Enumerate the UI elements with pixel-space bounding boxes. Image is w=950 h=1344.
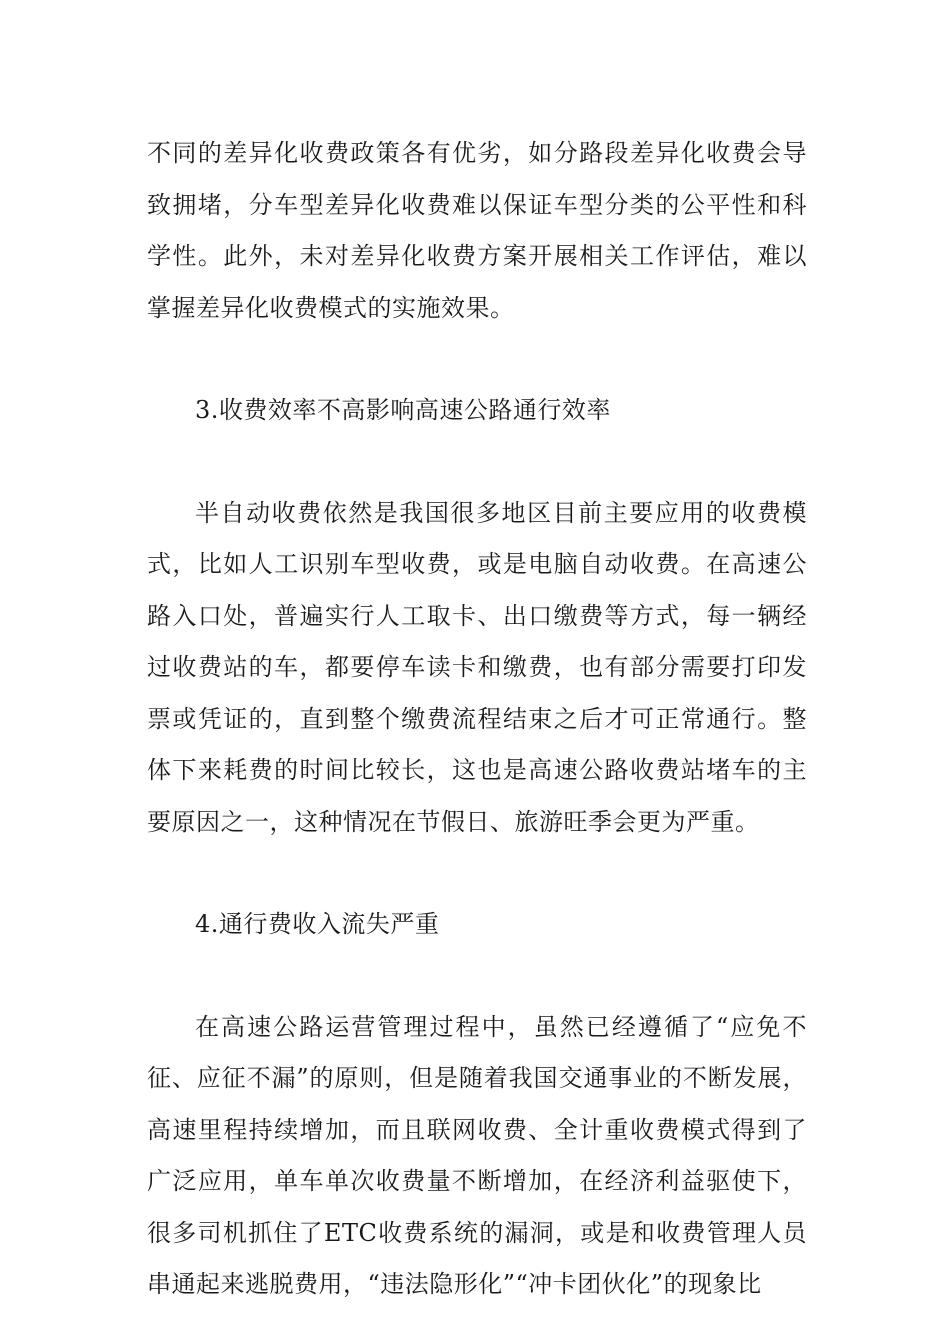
spacer — [147, 951, 807, 1002]
spacer — [147, 848, 807, 899]
paragraph-toll-efficiency: 半自动收费依然是我国很多地区目前主要应用的收费模式，比如人工识别车型收费，或是电脑自动收费。在高速公路入口处，普遍实行人工取卡、出口缴费等方式，每一辆经过收费站的车，都要停车读卡和缴费，也有部分需要打印发票或凭证的，直到整个缴费流程结束之后才可正常通行。整体下来耗费的时间比较长，这也是高速公路收费站堵车的主要原因之一，这种情况在节假日、旅游旺季会更为严重。 — [147, 498, 807, 836]
spacer — [147, 334, 807, 385]
document-page — [147, 128, 807, 1311]
paragraph-continued: 不同的差异化收费政策各有优劣，如分路段差异化收费会导致拥堵，分车型差异化收费难以保证车型分类的公平性和科学性。此外，未对差异化收费方案开展相关工作评估，难以掌握差异化收费模式的实施效果。 — [147, 139, 807, 322]
spacer — [147, 437, 807, 488]
section-heading-4: 4.通行费收入流失严重 — [195, 910, 440, 938]
paragraph-revenue-loss: 在高速公路运营管理过程中，虽然已经遵循了“应免不征、应征不漏”的原则，但是随着我国交通事业的不断发展，高速里程持续增加，而且联网收费、全计重收费模式得到了广泛应用，单车单次收费量不断增加，在经济利益驱使下，很多司机抓住了ETC收费系统的漏洞，或是和收费管理人员串通起来逃脱费用，“违法隐形化”“冲卡团伙化”的现象比 — [147, 1012, 807, 1298]
section-heading-3: 3.收费效率不高影响高速公路通行效率 — [195, 396, 611, 424]
